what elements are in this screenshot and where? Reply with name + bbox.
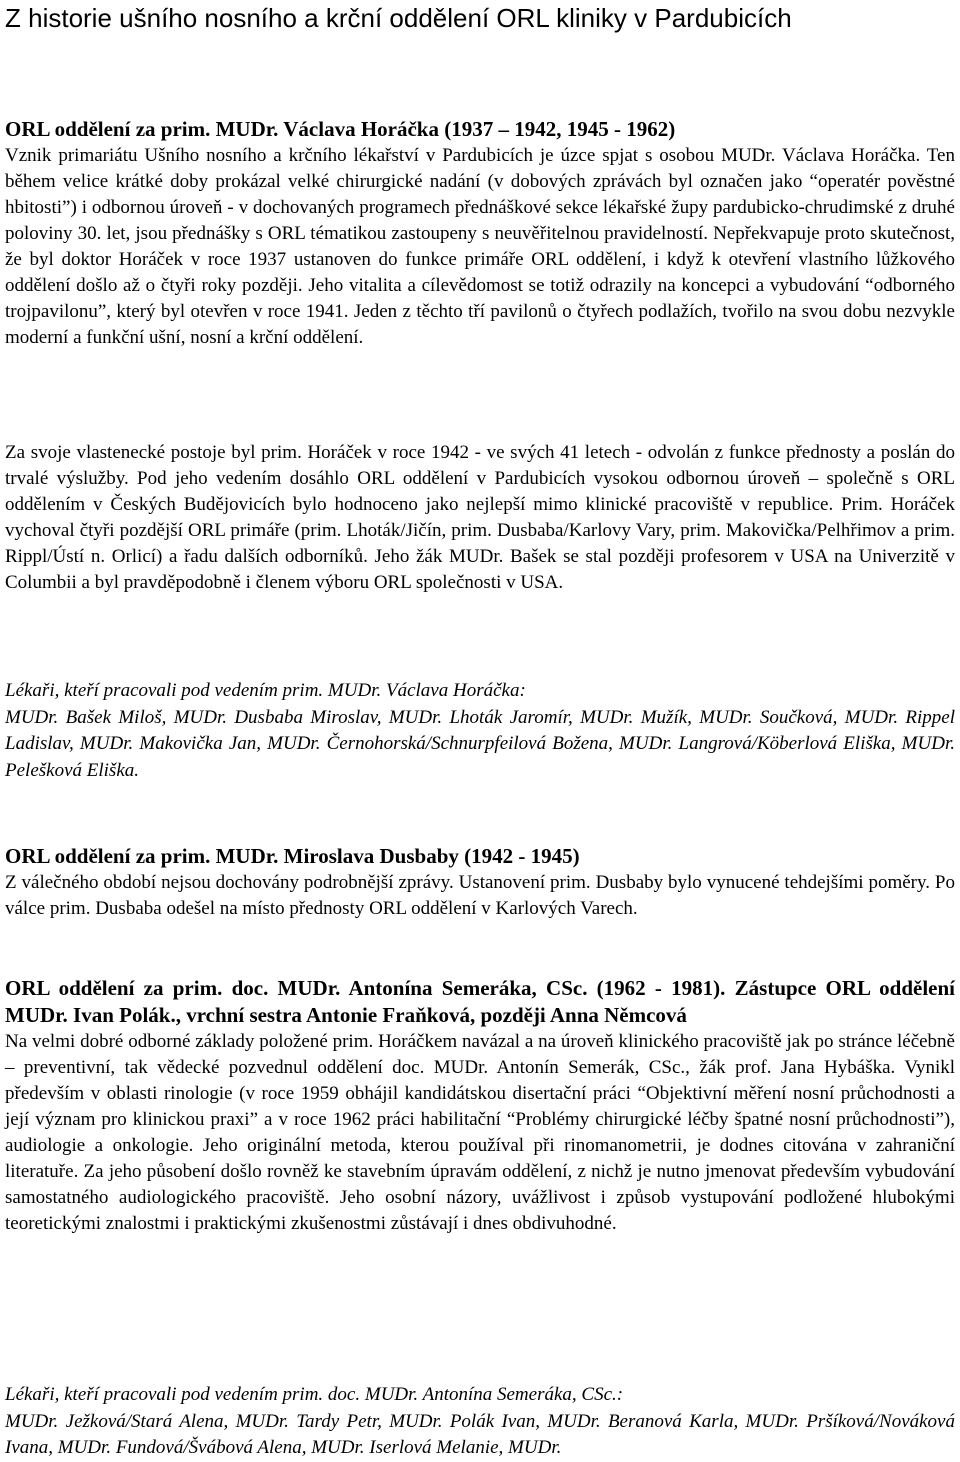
paragraph-horacek-intro: Vznik primariátu Ušního nosního a krčního lékařství v Pardubicích je úzce spjat s osobou MUDr. Václava Horáčka. Ten během velice krátké doby prokázal velké chirurgické nadání (v dobových zprávách byl označen jako “operatér pověstné hbitosti”) i odbornou úroveň - v dochovaných programech přednáškové sekce lékařské župy pardubicko-chrudimské z druhé poloviny 30. let, jsou přednášky s ORL tématikou zastoupeny s neuvěřitelnou pravidelností. Nepřekvapuje proto skutečnost, že byl doktor Horáček v roce 1937 ustanoven do funkce primáře ORL oddělení, i když k otevření vlastního lůžkového oddělení došlo až o čtyři roky později. Jeho vitalita a cílevědomost se totiž odrazily na koncepci a vybudování “odborného trojpavilonu”, který byl otevřen v roce 1941. Jeden z těchto tří pavilonů o čtyřech podlažích, tvořilo na svou dobu nezvykle moderní a funkční ušní, nosní a krční oddělení.	[5, 145, 955, 348]
page-title: Z historie ušního nosního a krční oddělení ORL kliniky v Pardubicích	[5, 3, 792, 33]
paragraph-horacek-dismissal: Za svoje vlastenecké postoje byl prim. Horáček v roce 1942 - ve svých 41 letech - odvolán z funkce přednosty a poslán do trvalé výslužby. Pod jeho vedením dosáhlo ORL oddělení v Pardubicích vysokou odbornou úroveň – společně s ORL oddělením v Českých Budějovicích bylo hodnoceno jako nejlepší mimo klinické pracoviště v republice. Prim. Horáček vychoval čtyři pozdější ORL primáře (prim. Lhoták/Jičín, prim. Dusbaba/Karlovy Vary, prim. Makovička/Pelhřimov a prim. Rippl/Ústí n. Orlicí) a řadu dalších odborníků. Jeho žák MUDr. Bašek se stal později profesorem v USA na Univerzitě v Columbii a byl pravděpodobně i členem výboru ORL společnosti v USA.	[5, 442, 955, 593]
doctors-label-horacek: Lékaři, kteří pracovali pod vedením prim. MUDr. Václava Horáčka:	[5, 680, 526, 701]
doctors-list-horacek: MUDr. Bašek Miloš, MUDr. Dusbaba Miroslav, MUDr. Lhoták Jaromír, MUDr. Mužík, MUDr. Součková, MUDr. Rippel Ladislav, MUDr. Makovička Jan, MUDr. Černohorská/Schnurpfeilová Božena, MUDr. Langrová/Köberlová Eliška, MUDr. Pelešková Eliška.	[5, 706, 955, 781]
doctors-horacek	[5, 678, 955, 784]
section-semerak	[5, 975, 955, 1237]
section-heading-dusbaba: ORL oddělení za prim. MUDr. Miroslava Dusbaby (1942 - 1945)	[5, 844, 580, 868]
section-horacek-continued	[5, 440, 955, 596]
paragraph-dusbaba: Z válečného období nejsou dochovány podrobnější zprávy. Ustanovení prim. Dusbaby bylo vynucené tehdejšími poměry. Po válce prim. Dusbaba odešel na místo přednosty ORL oddělení v Karlových Varech.	[5, 872, 955, 919]
paragraph-semerak: Na velmi dobré odborné základy položené prim. Horáčkem navázal a na úroveň klinického pracoviště jak po stránce léčebně – preventivní, tak vědecké pozvednul oddělení doc. MUDr. Antonín Semerák, CSc., žák prof. Jana Hybáška. Vynikl především v oblasti rinologie (v roce 1959 obhájil kandidátskou disertační práci “Objektivní měření nosní průchodnosti a její význam pro klinickou praxi” a v roce 1962 práci habilitační “Problémy chirurgické léčby špatné nosní průchodnosti”), audiologie a onkologie. Jeho originální metoda, kterou používal při rinomanometrii, je dodnes citována v zahraniční literatuře. Za jeho působení došlo rovněž ke stavebním úpravám oddělení, z nichž je nutno jmenovat především vybudování samostatného audiologického pracoviště. Jeho osobní názory, uvážlivost i způsob vystupování podložené hlubokými teoretickými znalostmi i praktickými zkušenostmi zůstávají i dnes obdivuhodné.	[5, 1031, 955, 1234]
section-heading-semerak: ORL oddělení za prim. doc. MUDr. Antonína Semeráka, CSc. (1962 - 1981). Zástupce ORL oddělení MUDr. Ivan Polák., vrchní sestra Antonie Fraňková, později Anna Němcová	[5, 976, 955, 1027]
doctors-semerak	[5, 1382, 955, 1462]
section-heading-horacek: ORL oddělení za prim. MUDr. Václava Horáčka (1937 – 1942, 1945 - 1962)	[5, 117, 676, 141]
doctors-list-semerak: MUDr. Ježková/Stará Alena, MUDr. Tardy Petr, MUDr. Polák Ivan, MUDr. Beranová Karla, MUDr. Pršíková/Nováková Ivana, MUDr. Fundová/Švábová Alena, MUDr. Iserlová Melanie, MUDr.	[5, 1410, 955, 1458]
section-horacek	[5, 116, 955, 351]
doctors-label-semerak: Lékaři, kteří pracovali pod vedením prim. doc. MUDr. Antonína Semeráka, CSc.:	[5, 1384, 624, 1405]
section-dusbaba	[5, 843, 955, 922]
